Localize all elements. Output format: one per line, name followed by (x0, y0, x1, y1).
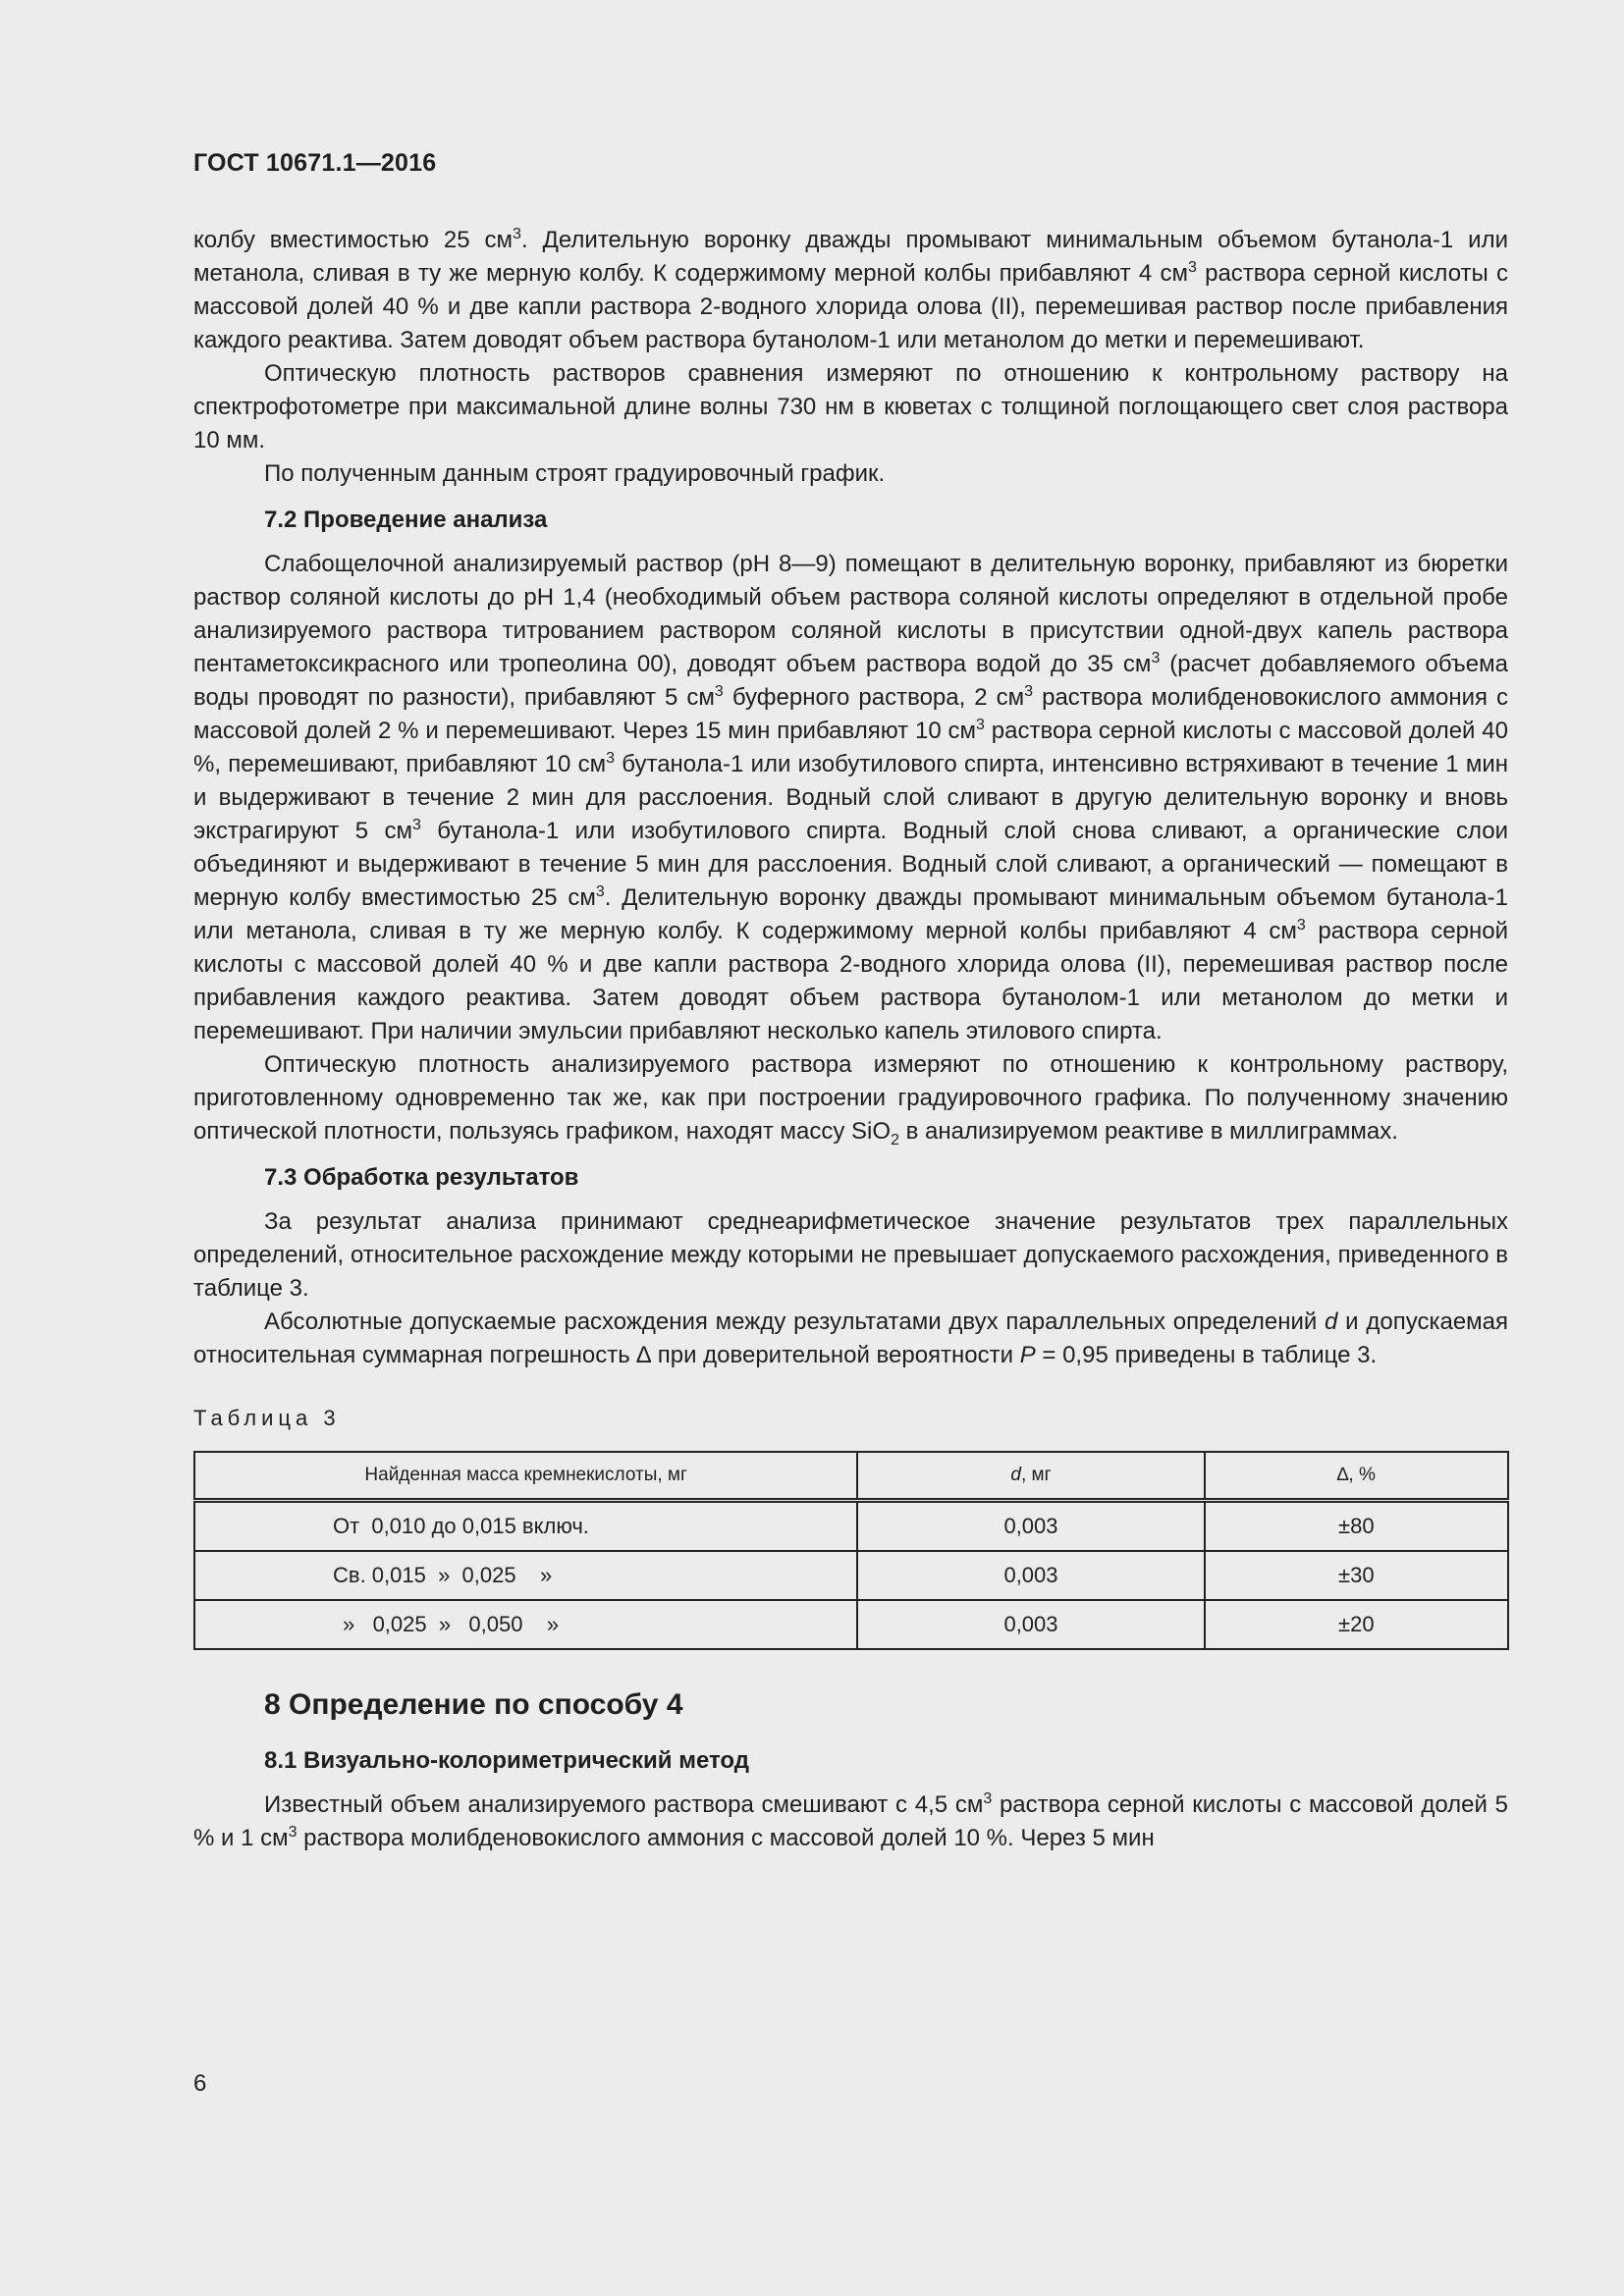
table-cell: ±30 (1205, 1551, 1508, 1600)
table-caption: Таблица 3 (193, 1406, 341, 1430)
text-run: раствора молибденовокислого аммония с массовой долей 10 %. Через 5 мин (297, 1825, 1155, 1851)
table-header-cell: Найденная масса кремнекислоты, мг (194, 1452, 857, 1501)
text-run: раствора серной кислоты с массовой долей 40 %, перемешивают, прибавляют 10 см (193, 718, 1509, 777)
section-heading-8: 8 Определение по способу 4 (264, 1688, 683, 1721)
results-table (193, 1451, 1509, 1650)
text-run: раствора молибденовокислого аммония с массовой долей 2 % и перемешивают. Через 15 мин прибавляют 10 см (193, 684, 1508, 744)
text-run: . Делительную воронку дважды промывают минимальным объемом бутанола-1 или метанола, сливая в ту же мерную колбу. К содержимому мерной колбы прибавляют 4 см (193, 227, 1508, 287)
superscript: 3 (1187, 259, 1197, 276)
paragraph (193, 548, 1508, 1048)
table-cell: ±20 (1205, 1600, 1508, 1649)
superscript: 3 (976, 717, 985, 733)
section-heading-7-2: 7.2 Проведение анализа (264, 507, 548, 533)
page-content (193, 224, 1508, 1855)
text-run: буферного раствора, 2 см (723, 684, 1025, 711)
superscript: 3 (595, 883, 605, 900)
superscript: 3 (714, 683, 724, 700)
table-header-cell (857, 1452, 1204, 1501)
table-cell: От 0,010 до 0,015 включ. (194, 1501, 857, 1552)
table-cell: » 0,025 » 0,050 » (194, 1600, 857, 1649)
paragraph: За результат анализа принимают среднеарифметическое значение результатов трех параллельных определений, относительное расхождение между которыми не превышает допускаемого расхождения, приведенного в таблице 3. (193, 1208, 1508, 1302)
text-run: Известный объем анализируемого раствора смешивают с 4,5 см (264, 1791, 984, 1818)
text-run: Слабощелочной анализируемый раствор (pH 8—9) помещают в делительную воронку, прибавляют из бюретки раствор соляной кислоты до pH 1,4 (необходимый объем раствора соляной кислоты определяют в отдельной пробе анализируемого раствора титрованием раствором соляной кислоты в присутствии одной-двух капель раствора пентаметоксикрасного или тропеолина 00), доводят объем раствора водой до 35 см (193, 551, 1508, 677)
subscript: 2 (891, 1132, 899, 1148)
superscript: 3 (1151, 650, 1161, 667)
text-run: раствора серной кислоты с массовой долей 40 % и две капли раствора 2-водного хлорида олова (II), перемешивая раствор после прибавления каждого реактива. Затем доводят объем раствора бутанолом-1 или метанолом до метки и перемешивают. При наличии эмульсии прибавляют несколько капель этилового спирта. (193, 918, 1508, 1044)
table-cell: Св. 0,015 » 0,025 » (194, 1551, 857, 1600)
text-run: раствора серной кислоты с массовой долей 5 % и 1 см (193, 1791, 1508, 1851)
table-header-row (194, 1452, 1508, 1501)
table-cell: 0,003 (857, 1501, 1204, 1552)
text-run: . Делительную воронку дважды промывают минимальным объемом бутанола-1 или метанола, сливая в ту же мерную колбу. К содержимому мерной колбы прибавляют 4 см (193, 884, 1508, 944)
table-cell: 0,003 (857, 1551, 1204, 1600)
superscript: 3 (411, 817, 421, 833)
document-header: ГОСТ 10671.1—2016 (193, 149, 437, 177)
text-run: , мг (1020, 1465, 1052, 1485)
paragraph: Оптическую плотность растворов сравнения измеряют по отношению к контрольному раствору на спектрофотометре при максимальной длине волны 730 нм в кюветах с толщиной поглощающего свет слоя раствора 10 мм. (193, 360, 1508, 454)
table-cell: 0,003 (857, 1600, 1204, 1649)
text-run: Абсолютные допускаемые расхождения между результатами двух параллельных определений (264, 1308, 1326, 1335)
paragraph (193, 224, 1508, 357)
text-run: в анализируемом реактиве в миллиграммах. (898, 1118, 1398, 1145)
italic-symbol: d (1325, 1308, 1338, 1335)
table-row (194, 1600, 1508, 1649)
section-heading-8-1: 8.1 Визуально-колориметрический метод (264, 1747, 749, 1774)
superscript: 3 (1296, 917, 1306, 934)
paragraph: По полученным данным строят градуировочный график. (264, 460, 886, 487)
italic-symbol: P (1019, 1342, 1036, 1368)
text-run: раствора серной кислоты с массовой долей 40 % и две капли раствора 2-водного хлорида олова (II), перемешивая раствор после прибавления каждого реактива. Затем доводят объем раствора бутанолом-1 или метанолом до метки и перемешивают. (193, 260, 1508, 353)
superscript: 3 (606, 750, 615, 767)
text-run: Оптическую плотность анализируемого раствора измеряют по отношению к контрольному раствору, приготовленному одновременно так же, как при построении градуировочного графика. По полученному значению оптической плотности, пользуясь графиком, находят массу SiO (193, 1051, 1508, 1145)
text-run: (расчет добавляемого объема воды проводят по разности), прибавляют 5 см (193, 651, 1509, 711)
text-run: колбу вместимостью 25 см (193, 227, 514, 253)
superscript: 3 (983, 1790, 993, 1807)
paragraph (193, 1048, 1508, 1148)
superscript: 3 (1024, 683, 1034, 700)
italic-symbol: d (1010, 1465, 1021, 1485)
page-number: 6 (193, 2070, 207, 2097)
text-run: бутанола-1 или изобутилового спирта, интенсивно встряхивают в течение 1 мин и выдерживают в течение 2 мин для расслоения. Водный слой сливают в другую делительную воронку и вновь экстрагируют 5 см (193, 751, 1508, 844)
table-row (194, 1551, 1508, 1600)
text-run: = 0,95 приведены в таблице 3. (1035, 1342, 1378, 1368)
paragraph (193, 1306, 1508, 1372)
table-header-cell: ∆, % (1205, 1452, 1508, 1501)
table-cell: ±80 (1205, 1501, 1508, 1552)
superscript: 3 (513, 226, 521, 242)
superscript: 3 (288, 1824, 298, 1841)
section-heading-7-3: 7.3 Обработка результатов (264, 1164, 579, 1191)
paragraph (193, 1789, 1508, 1855)
text-run: и допускаемая относительная суммарная погрешность ∆ при доверительной вероятности (193, 1308, 1509, 1368)
text-run: бутанола-1 или изобутилового спирта. Водный слой снова сливают, а органические слои объединяют и выдерживают в течение 5 мин для расслоения. Водный слой сливают, а органический — помещают в мерную колбу вместимостью 25 см (193, 818, 1508, 911)
table-row (194, 1501, 1508, 1552)
